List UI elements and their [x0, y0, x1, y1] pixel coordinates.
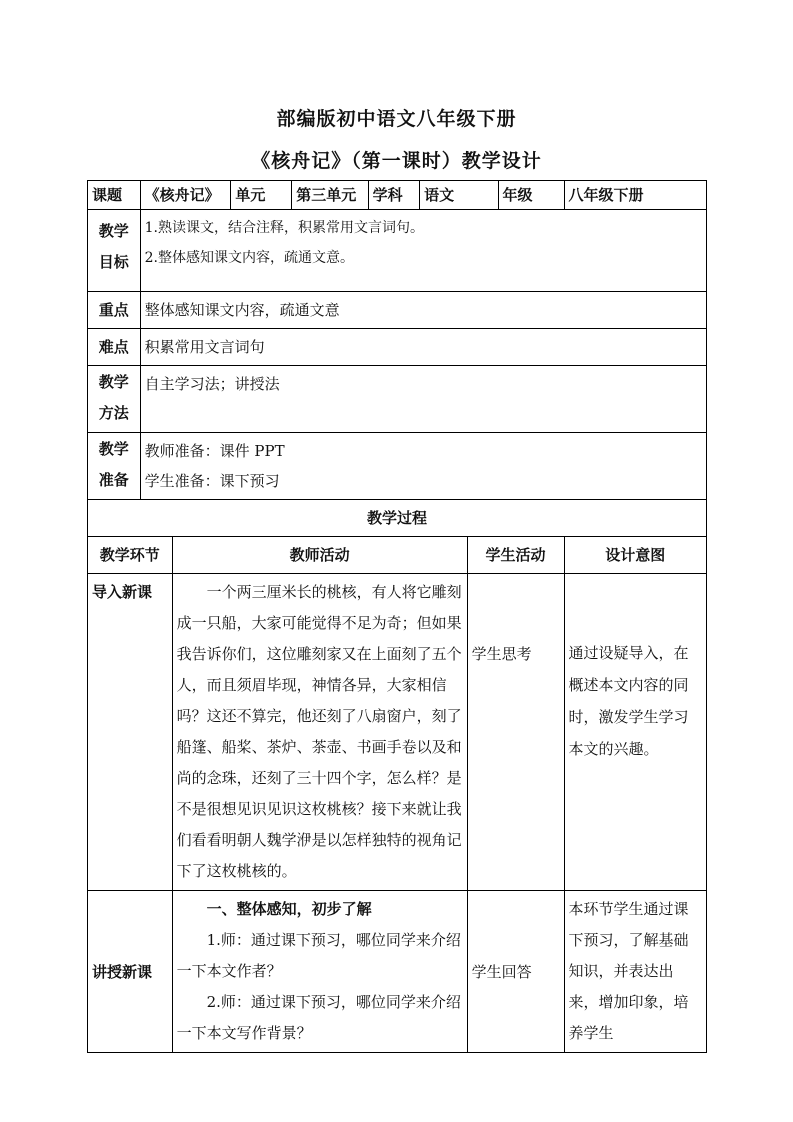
- topic-value: 《核舟记》: [140, 181, 231, 210]
- teacher-question: 1.师：通过课下预习，哪位同学来介绍一下本文作者？: [176, 931, 461, 980]
- new-lesson-stage: 讲授新课: [88, 891, 173, 1053]
- subject-value: 语文: [420, 181, 498, 210]
- process-header-student: 学生活动: [467, 537, 564, 574]
- grade-label: 年级: [498, 181, 564, 210]
- intro-teacher-activity: 一个两三厘米长的桃核，有人将它雕刻成一只船，大家可能觉得不足为奇；但如果我告诉你们，这位雕刻家又在上面刻了五个人，而且须眉毕现，神情各异，大家相信吗？这还不算完，他还刻了八扇窗户，刻了船篷、船桨、茶炉、茶壶、书画手卷以及和尚的念珠，还刻了三十四个字，怎么样？是不是很想见识见识这枚桃核？接下来就让我们看看明朝人魏学洢是以怎样独特的视角记下了这枚桃核的。: [172, 574, 467, 891]
- goal-item: 2.整体感知课文内容，疏通文意。: [144, 250, 354, 266]
- key-point-label: 重点: [88, 292, 141, 329]
- goals-row: [88, 210, 707, 292]
- preparation-content: [140, 433, 706, 500]
- new-lesson-design-intent: 本环节学生通过课下预习，了解基础知识，并表达出来，增加印象，培养学生: [564, 891, 706, 1053]
- method-row: [88, 366, 707, 433]
- new-lesson-student-activity: 学生回答: [467, 891, 564, 1053]
- subject-label: 学科: [368, 181, 420, 210]
- document-title: 部编版初中语文八年级下册: [276, 108, 517, 130]
- process-title-row: [88, 500, 707, 537]
- goal-item: 1.熟读课文，结合注释，积累常用文言词句。: [144, 220, 424, 236]
- goals-label: 教学 目标: [88, 210, 141, 292]
- student-preparation: 学生准备：课下预习: [144, 472, 280, 490]
- grade-value: 八年级下册: [564, 181, 706, 210]
- section-heading: 一、整体感知，初步了解: [206, 900, 372, 918]
- goals-content: [140, 210, 706, 292]
- difficulty-value: 积累常用文言词句: [140, 329, 706, 366]
- intro-design-intent: 通过设疑导入，在概述本文内容的同时，激发学生学习本文的兴趣。: [564, 574, 706, 891]
- teacher-preparation: 教师准备：课件 PPT: [144, 442, 285, 460]
- process-header-intent: 设计意图: [564, 537, 706, 574]
- process-header-row: [88, 537, 707, 574]
- preparation-label: 教学 准备: [88, 433, 141, 500]
- intro-student-activity: 学生思考: [467, 574, 564, 891]
- key-point-value: 整体感知课文内容，疏通文意: [140, 292, 706, 329]
- document-subtitle: 《核舟记》（第一课时）教学设计: [251, 150, 542, 172]
- new-lesson-teacher-activity: [172, 891, 467, 1053]
- intro-stage: 导入新课: [88, 574, 173, 891]
- process-header-teacher: 教师活动: [172, 537, 467, 574]
- topic-label: 课题: [88, 181, 141, 210]
- difficulty-row: [88, 329, 707, 366]
- unit-value: 第三单元: [292, 181, 368, 210]
- unit-label: 单元: [231, 181, 292, 210]
- key-point-row: [88, 292, 707, 329]
- info-row: [88, 181, 707, 210]
- process-header-stage: 教学环节: [88, 537, 173, 574]
- lesson-plan-table: [87, 180, 707, 1053]
- process-row-new-lesson: [88, 891, 707, 1053]
- teacher-question: 2.师：通过课下预习，哪位同学来介绍一下本文写作背景？: [176, 993, 461, 1042]
- preparation-row: [88, 433, 707, 500]
- method-value: 自主学习法；讲授法: [140, 366, 706, 433]
- method-label: 教学 方法: [88, 366, 141, 433]
- process-title: 教学过程: [88, 500, 707, 537]
- difficulty-label: 难点: [88, 329, 141, 366]
- process-row-intro: [88, 574, 707, 891]
